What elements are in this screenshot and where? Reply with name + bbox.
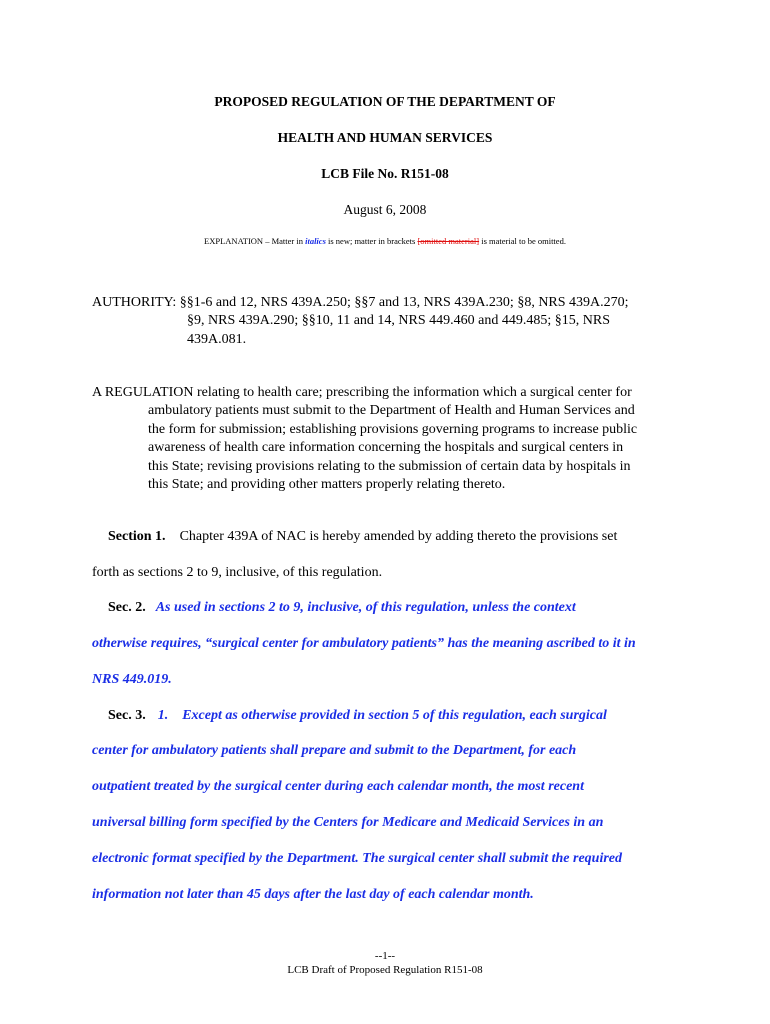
sec-3-line-5: electronic format specified by the Department. The surgical center shall submit the required (92, 851, 623, 866)
sec-3-text: Except as otherwise provided in section 5 of this regulation, each surgical (182, 708, 607, 723)
sec-3-line-1 (108, 708, 607, 724)
title-line-1: PROPOSED REGULATION OF THE DEPARTMENT OF (214, 94, 556, 109)
sec-2-text: As used in sections 2 to 9, inclusive, of this regulation, unless the context (155, 600, 576, 615)
authority-line-1: AUTHORITY: §§1-6 and 12, NRS 439A.250; §§7 and 13, NRS 439A.230; §8, NRS 439A.270; (92, 295, 629, 310)
regulation-summary (92, 384, 682, 494)
explanation-middle: is new; matter in brackets (325, 236, 418, 246)
sec-3-label: Sec. 3. (108, 708, 146, 723)
regulation-line-6: this State; and providing other matters properly relating thereto. (148, 477, 506, 493)
regulation-line-5: this State; revising provisions relating to the submission of certain data by hospitals in (148, 458, 631, 474)
sec-2-label: Sec. 2. (108, 600, 146, 615)
regulation-line-1: A REGULATION relating to health care; prescribing the information which a surgical center for (92, 385, 632, 400)
file-number: LCB File No. R151-08 (321, 166, 449, 181)
sec-3-subsection: 1. (157, 708, 169, 723)
sec-3-line-6: information not later than 45 days after the last day of each calendar month. (92, 887, 534, 902)
sec-2-line-1 (108, 600, 576, 616)
explanation-italics: italics (305, 236, 326, 246)
section-1-line-1 (108, 529, 617, 545)
sec-3-line-2: center for ambulatory patients shall prepare and submit to the Department, for each (92, 743, 577, 758)
explanation-line (0, 236, 770, 246)
authority-block (92, 294, 682, 349)
footer-label: LCB Draft of Proposed Regulation R151-08 (287, 964, 483, 976)
sec-3-line-3: outpatient treated by the surgical center during each calendar month, the most recent (92, 779, 584, 794)
regulation-line-4: awareness of health care information concerning the hospitals and surgical centers in (148, 440, 624, 456)
title-line-2: HEALTH AND HUMAN SERVICES (277, 130, 493, 145)
authority-line-2: §9, NRS 439A.290; §§10, 11 and 14, NRS 449.460 and 449.485; §15, NRS (187, 313, 611, 329)
regulation-line-2: ambulatory patients must submit to the Department of Health and Human Services and (148, 403, 635, 419)
regulation-line-3: the form for submission; establishing provisions governing programs to increase public (148, 421, 638, 437)
authority-line-3: 439A.081. (187, 331, 247, 347)
document-date: August 6, 2008 (343, 202, 427, 217)
explanation-prefix: EXPLANATION – Matter in (204, 236, 306, 246)
sec-3-line-4: universal billing form specified by the Centers for Medicare and Medicaid Services in an (92, 815, 604, 830)
sec-2-line-2: otherwise requires, “surgical center for ambulatory patients” has the meaning ascribed to it in (92, 636, 636, 651)
explanation-suffix: is material to be omitted. (479, 236, 566, 246)
section-1-label: Section 1. (108, 529, 166, 544)
sec-2-line-3: NRS 449.019. (92, 672, 172, 687)
explanation-omitted: [omitted material] (417, 236, 480, 246)
page-number: --1-- (374, 950, 396, 962)
section-1-line-2: forth as sections 2 to 9, inclusive, of this regulation. (92, 565, 383, 580)
section-1-text: Chapter 439A of NAC is hereby amended by adding thereto the provisions set (179, 529, 618, 544)
